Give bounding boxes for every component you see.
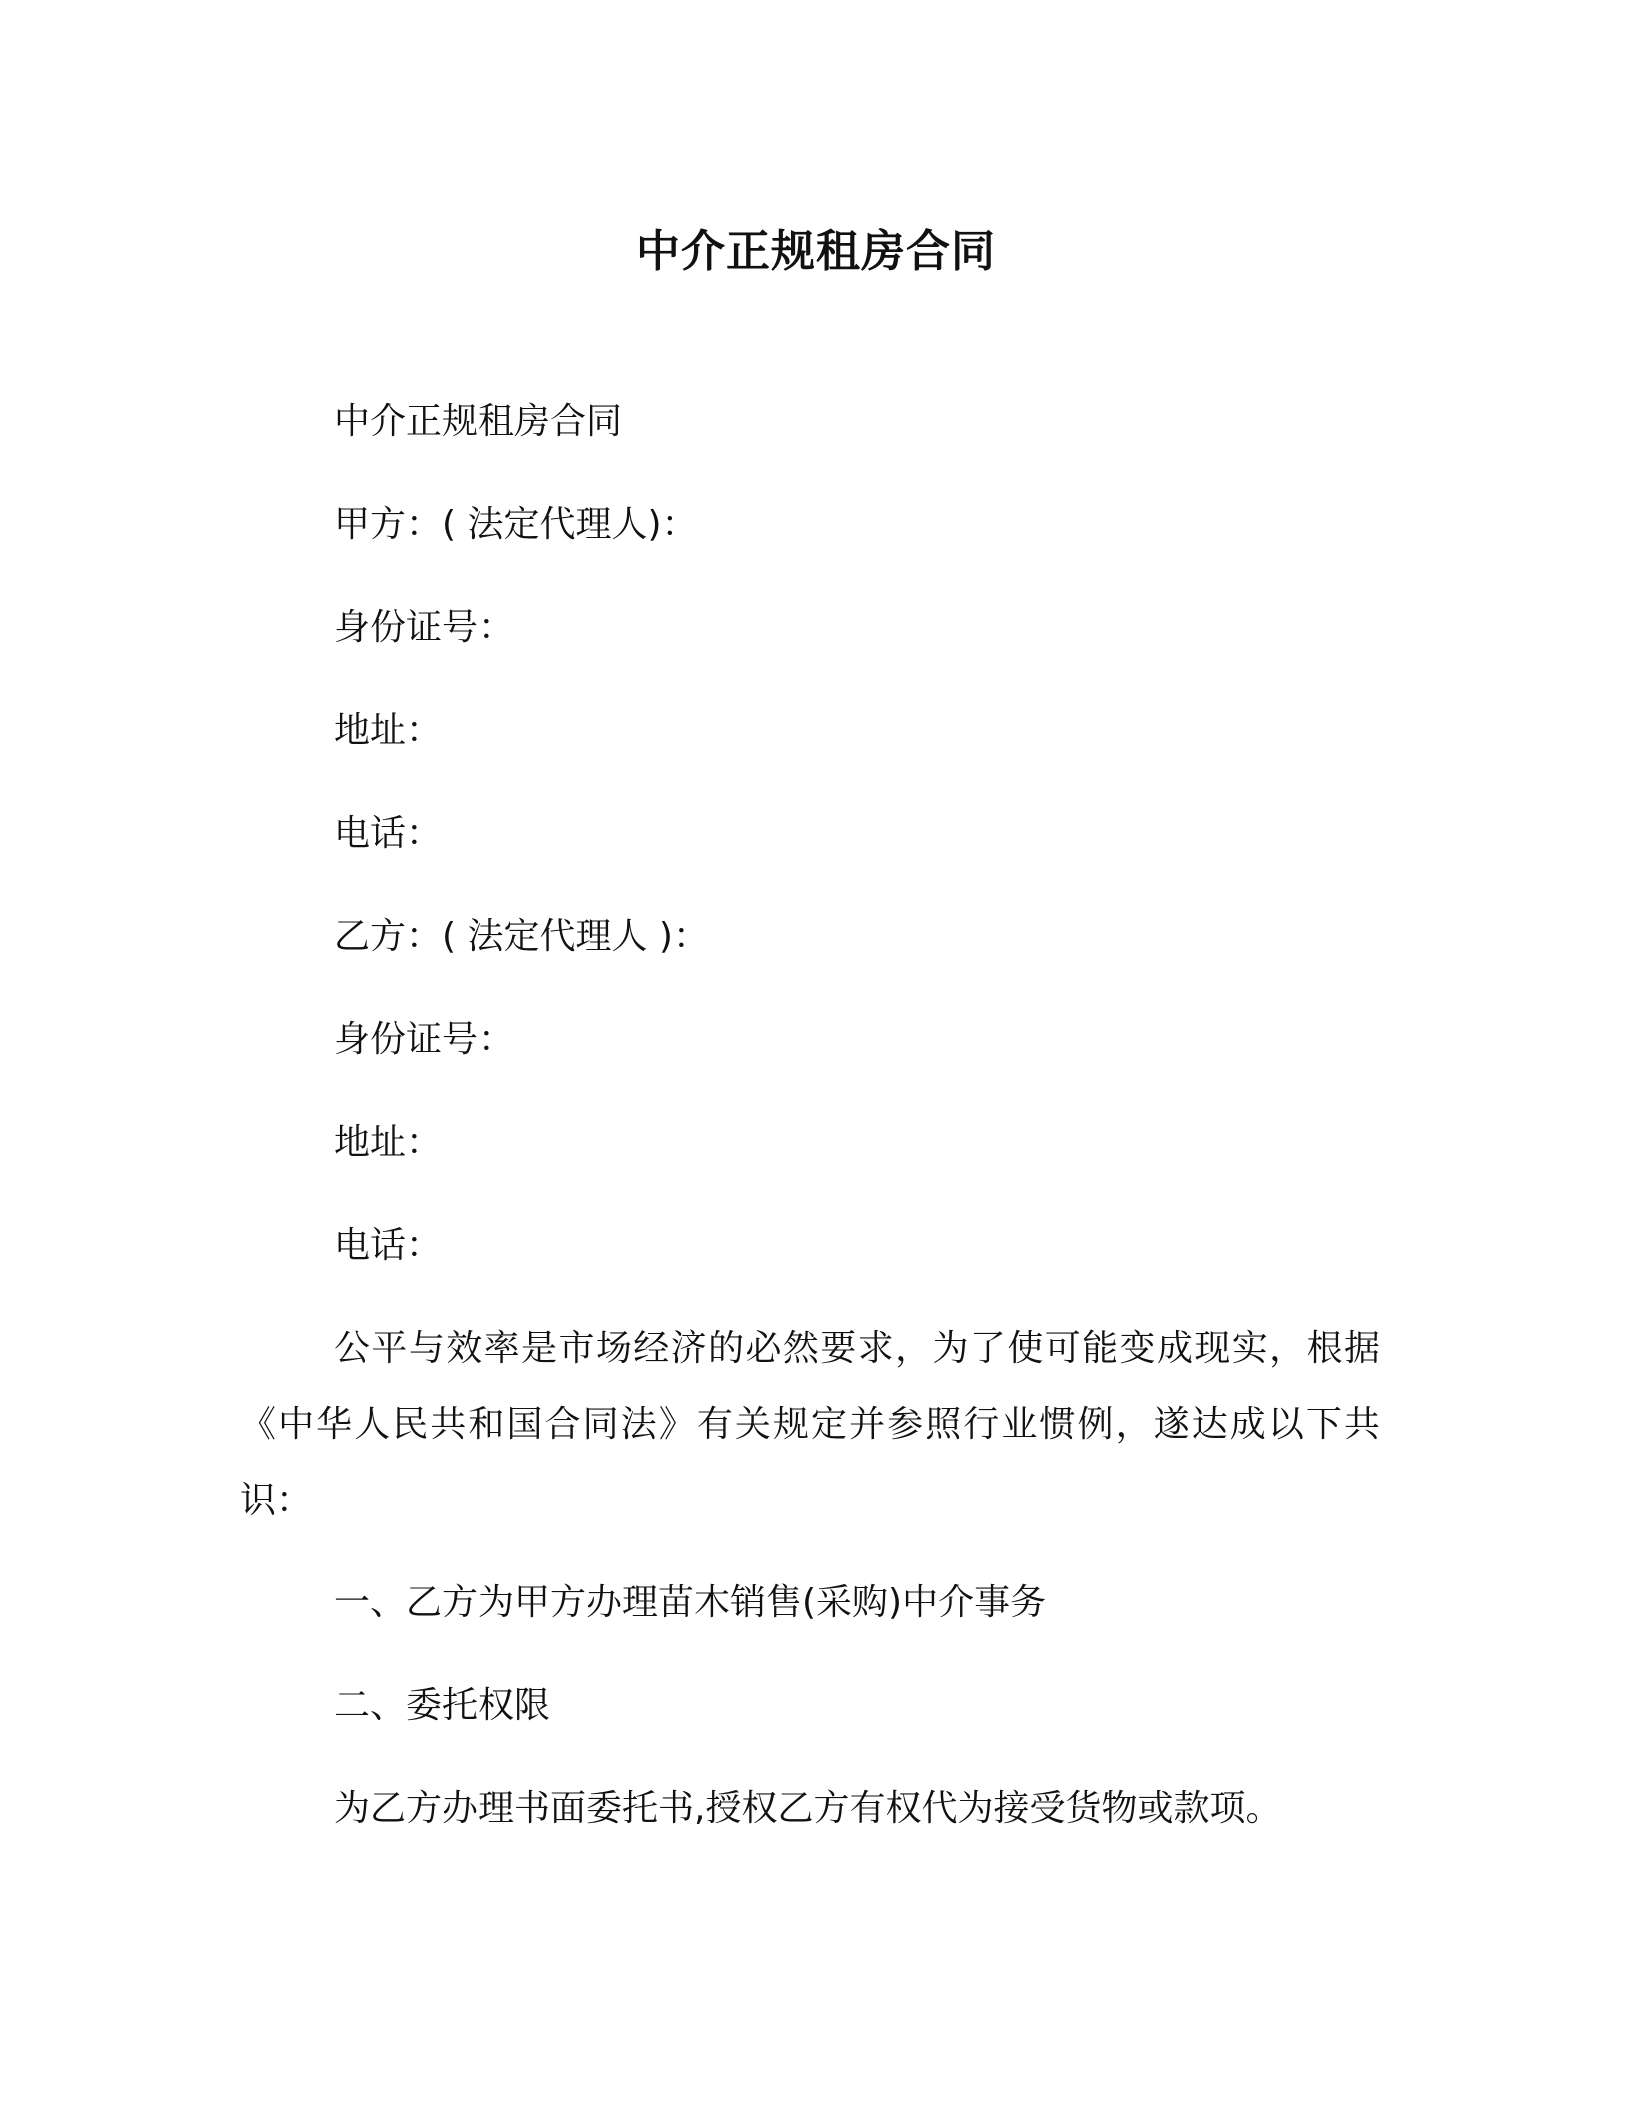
party-b-phone-label: 电话： [334, 1225, 443, 1266]
clause-2-text: 为乙方办理书面委托书,授权乙方有权代为接受货物或款项。 [334, 1788, 1282, 1829]
party-b-address-label: 地址： [334, 1122, 443, 1163]
party-a-id-label: 身份证号： [334, 607, 515, 648]
party-b-label: 乙方：( 法定代理人 )： [334, 916, 709, 957]
preamble-paragraph: 公平与效率是市场经济的必然要求，为了使可能变成现实，根据《中华人民共和国合同法》有关规定并参照行业惯例，遂达成以下共识： [240, 1328, 1380, 1521]
party-b-id-label: 身份证号： [334, 1019, 515, 1060]
document-title: 中介正规租房合同 [636, 226, 996, 277]
clause-1: 一、乙方为甲方办理苗木销售(采购)中介事务 [334, 1582, 1047, 1623]
clause-2-heading: 二、委托权限 [334, 1685, 551, 1726]
party-a-address-label: 地址： [334, 710, 443, 751]
party-a-label: 甲方：( 法定代理人)： [334, 504, 698, 545]
contract-subtitle: 中介正规租房合同 [334, 401, 623, 442]
party-a-phone-label: 电话： [334, 813, 443, 854]
